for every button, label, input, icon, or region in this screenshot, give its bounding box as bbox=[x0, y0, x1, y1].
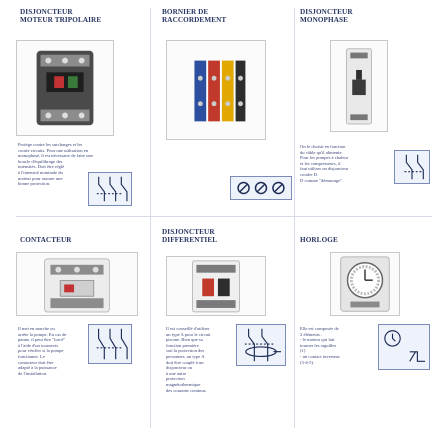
title-line: DISJONCTEUR bbox=[20, 8, 73, 16]
single-phase-breaker-photo bbox=[330, 40, 388, 132]
clock-symbol-icon bbox=[378, 324, 430, 370]
title-line: DISJONCTEUR bbox=[162, 228, 215, 236]
contactor-symbol-icon bbox=[88, 324, 132, 364]
title-line: HORLOGE bbox=[300, 236, 338, 244]
timer-clock-photo bbox=[330, 252, 400, 316]
product-description-clock: Elle est composée de 2 éléments : - le moteur qui fait tourner les aiguilles (1) - un contact inverseur (3-4-5). bbox=[300, 326, 340, 365]
single-phase-breaker-symbol-icon bbox=[394, 150, 430, 184]
differential-breaker-photo bbox=[166, 256, 266, 316]
row-divider bbox=[16, 216, 432, 217]
contactor-photo bbox=[16, 252, 138, 316]
product-description-single-phase-breaker: On le choisit en fonction du câble qu'il alimente. Pour les pompes à chaleur et les compresseurs, il faut utiliser un disjoncteur courbe D. D comme "démarrage". bbox=[300, 144, 349, 183]
differential-breaker-symbol-icon bbox=[236, 324, 286, 366]
title-line: MONOPHASE bbox=[300, 16, 349, 24]
product-title-single-phase-breaker bbox=[300, 8, 353, 24]
column-divider bbox=[150, 8, 151, 428]
product-title-clock bbox=[300, 236, 338, 244]
product-title-terminal-block bbox=[162, 8, 226, 24]
title-line: CONTACTEUR bbox=[20, 236, 72, 244]
product-description-contactor: Il met en marche ou arrête la pompe. En cas de panne, il peut être "forcé" à l'aide d'un tournevis pour vérifier si la pompe fonctionne. Le contacteur doit être adapté à la puissance de l'installation. bbox=[18, 326, 67, 376]
terminal-block-symbol-icon bbox=[230, 176, 292, 200]
title-line: MOTEUR TRIPOLAIRE bbox=[20, 16, 102, 24]
title-line: BORNIER DE bbox=[162, 8, 209, 16]
product-title-differential-breaker bbox=[162, 228, 217, 244]
three-pole-breaker-symbol-icon bbox=[88, 172, 132, 206]
title-line: DIFFERENTIEL bbox=[162, 236, 218, 244]
title-line: RACCORDEMENT bbox=[162, 16, 227, 24]
terminal-block-photo bbox=[166, 40, 266, 140]
product-title-motor-breaker bbox=[20, 8, 101, 24]
column-divider bbox=[294, 8, 295, 428]
motor-circuit-breaker-photo bbox=[16, 40, 114, 136]
product-description-motor-breaker: Protège contre les surcharges et les courts-circuits. Pour une utilisation en monophasé, il est nécessaire de faire une boucle d'équilibrage des intensités. Doit être réglé à l'intensité nominale du moteur pour assurer une bonne protection. bbox=[18, 142, 93, 187]
title-line: DISJONCTEUR bbox=[300, 8, 353, 16]
product-title-contactor bbox=[20, 236, 72, 244]
product-description-differential-breaker: Il est conseillé d'utiliser un type A pour le circuit piscine. Bien que sa fonction première soit la protection des personnes, un type A doit être couplé à un disjoncteur ou à une autre protection magnétothermique des courants continus. bbox=[166, 326, 211, 393]
